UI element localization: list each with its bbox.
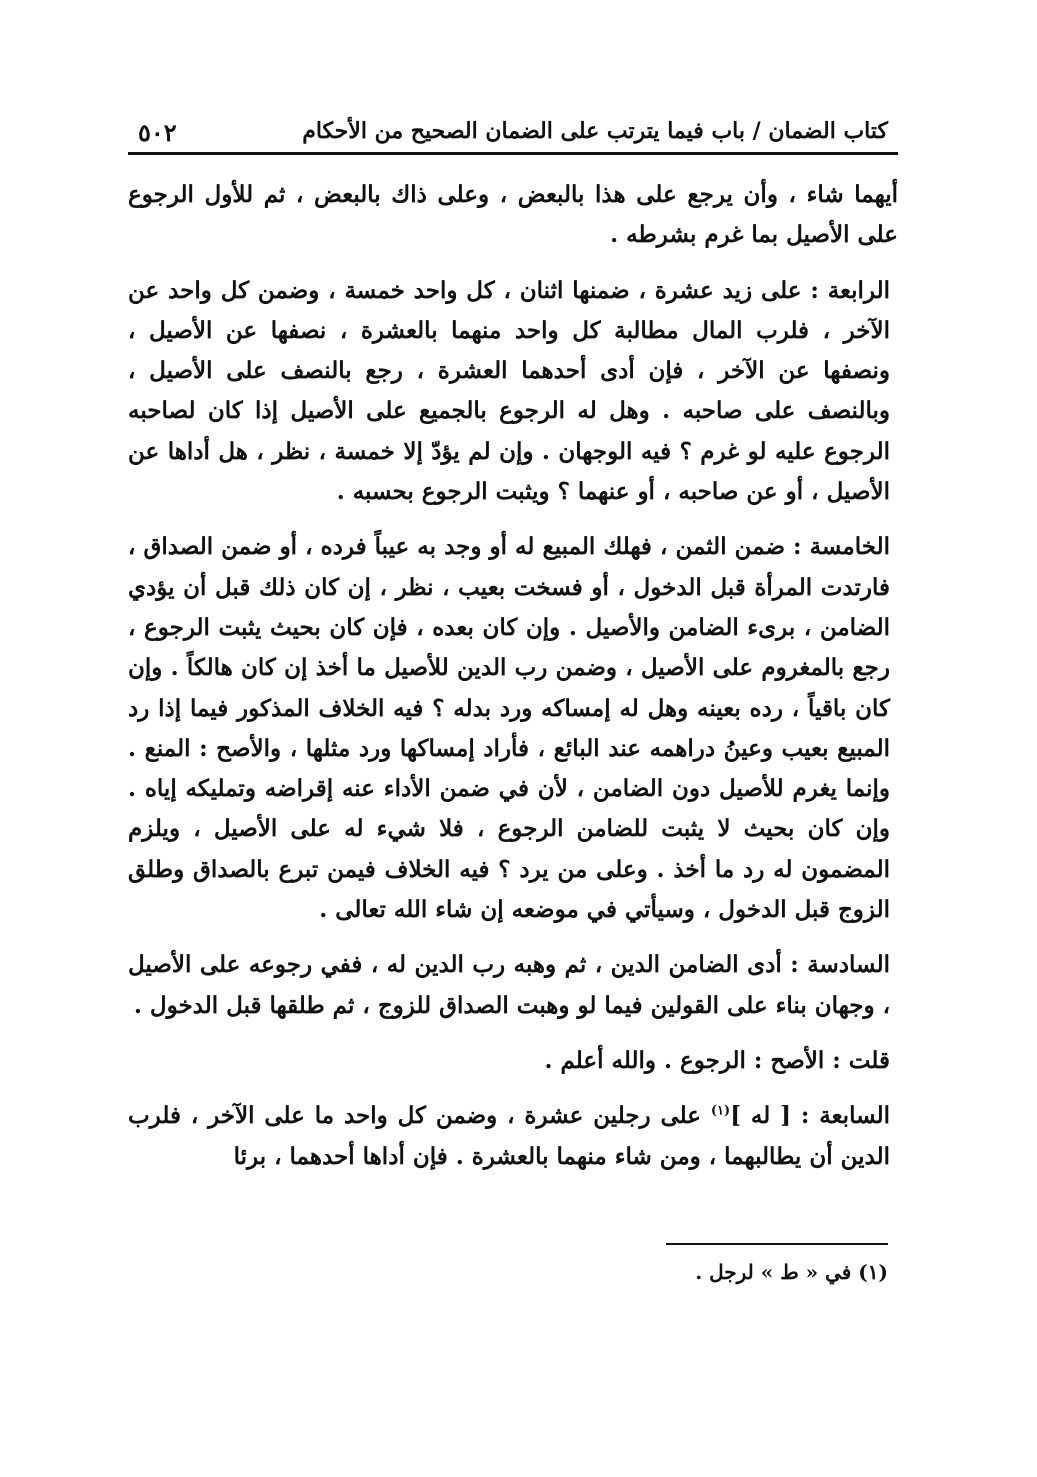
paragraph-lead: الرابعة : [810, 276, 890, 304]
paragraph [128, 271, 898, 513]
book-page [128, 112, 898, 1284]
page-number: ٥٠٢ [138, 118, 177, 147]
body-text [128, 175, 898, 1177]
paragraph [128, 527, 898, 930]
paragraph-lead: قلت : [832, 1046, 890, 1074]
paragraph-lead: السابعة : [800, 1102, 890, 1130]
footnote: (١) في « ط » لرجل . [695, 1260, 888, 1284]
paragraph-text: على رجلين عشرة ، وضمن كل واحد ما على الآخر ، فلرب الدين أن يطالبهما ، ومن شاء منهما بالعشرة . فإن أداها أحدهما ، برئا [128, 1102, 890, 1170]
paragraph [128, 175, 898, 256]
paragraph-lead: الخامسة : [793, 533, 890, 561]
paragraph-text: أيهما شاء ، وأن يرجع على هذا بالبعض ، وعلى ذاك بالبعض ، ثم للأول الرجوع على الأصيل بما غرم بشرطه . [128, 181, 898, 249]
paragraph-text: ضمن الثمن ، فهلك المبيع له أو وجد به عيباً فرده ، أو ضمن الصداق ، فارتدت المرأة قبل الدخول ، أو فسخت بعيب ، نظر ، إن كان ذلك قبل أن يؤدي الضامن ، برىء الضامن والأصيل . وإن كان بعده ، فإن كان بحيث يثبت الرجوع ، رجع بالمغروم على الأصيل ، وضمن رب الدين للأصيل ما أخذ إن كان هالكاً . وإن كان باقياً ، رده بعينه وهل له إمساكه ورد بدله ؟ فيه الخلاف المذكور فيما إذا رد المبيع بعيب وعينُ دراهمه عند البائع ، فأراد إمساكها ورد مثلها ، والأصح : المنع . وإنما يغرم للأصيل دون الضامن ، لأن في ضمن الأداء عنه إقراضه وتمليكه إياه . وإن كان بحيث لا يثبت للضامن الرجوع ، فلا شيء له على الأصيل ، ويلزم المضمون له رد ما أخذ . وعلى من يرد ؟ فيه الخلاف فيمن تبرع بالصداق وطلق الزوج قبل الدخول ، وسيأتي في موضعه إن شاء الله تعالى . [128, 533, 890, 924]
page-header [128, 112, 898, 155]
paragraph-text: الأصح : الرجوع . والله أعلم . [544, 1046, 833, 1074]
paragraph [128, 1096, 898, 1177]
paragraph-text: أدى الضامن الدين ، ثم وهبه رب الدين له ، ففي رجوعه على الأصيل ، وجهان بناء على القولين فيما لو وهبت الصداق للزوج ، ثم طلقها قبل الدخول . [128, 951, 890, 1019]
paragraph-text-before-note: [ له ] [730, 1102, 801, 1130]
footnote-marker: (١) [710, 1103, 731, 1119]
paragraph-lead: السادسة : [790, 951, 890, 979]
paragraph [128, 1041, 898, 1081]
running-title: كتاب الضمان / باب فيما يترتب على الضمان الصحيح من الأحكام [302, 118, 888, 144]
paragraph [128, 945, 898, 1026]
footnote-divider [666, 1243, 888, 1245]
paragraph-text: على زيد عشرة ، ضمنها اثنان ، كل واحد خمسة ، وضمن كل واحد عن الآخر ، فلرب المال مطالبة كل واحد منهما بالعشرة ، نصفها عن الأصيل ، ونصفها عن الآخر ، فإن أدى أحدهما العشرة ، رجع بالنصف على الأصيل ، وبالنصف على صاحبه . وهل له الرجوع بالجميع على الأصيل إذا كان لصاحبه الرجوع عليه لو غرم ؟ فيه الوجهان . وإن لم يؤدّ إلا خمسة ، نظر ، هل أداها عن الأصيل ، أو عن صاحبه ، أو عنهما ؟ ويثبت الرجوع بحسبه . [128, 276, 890, 506]
